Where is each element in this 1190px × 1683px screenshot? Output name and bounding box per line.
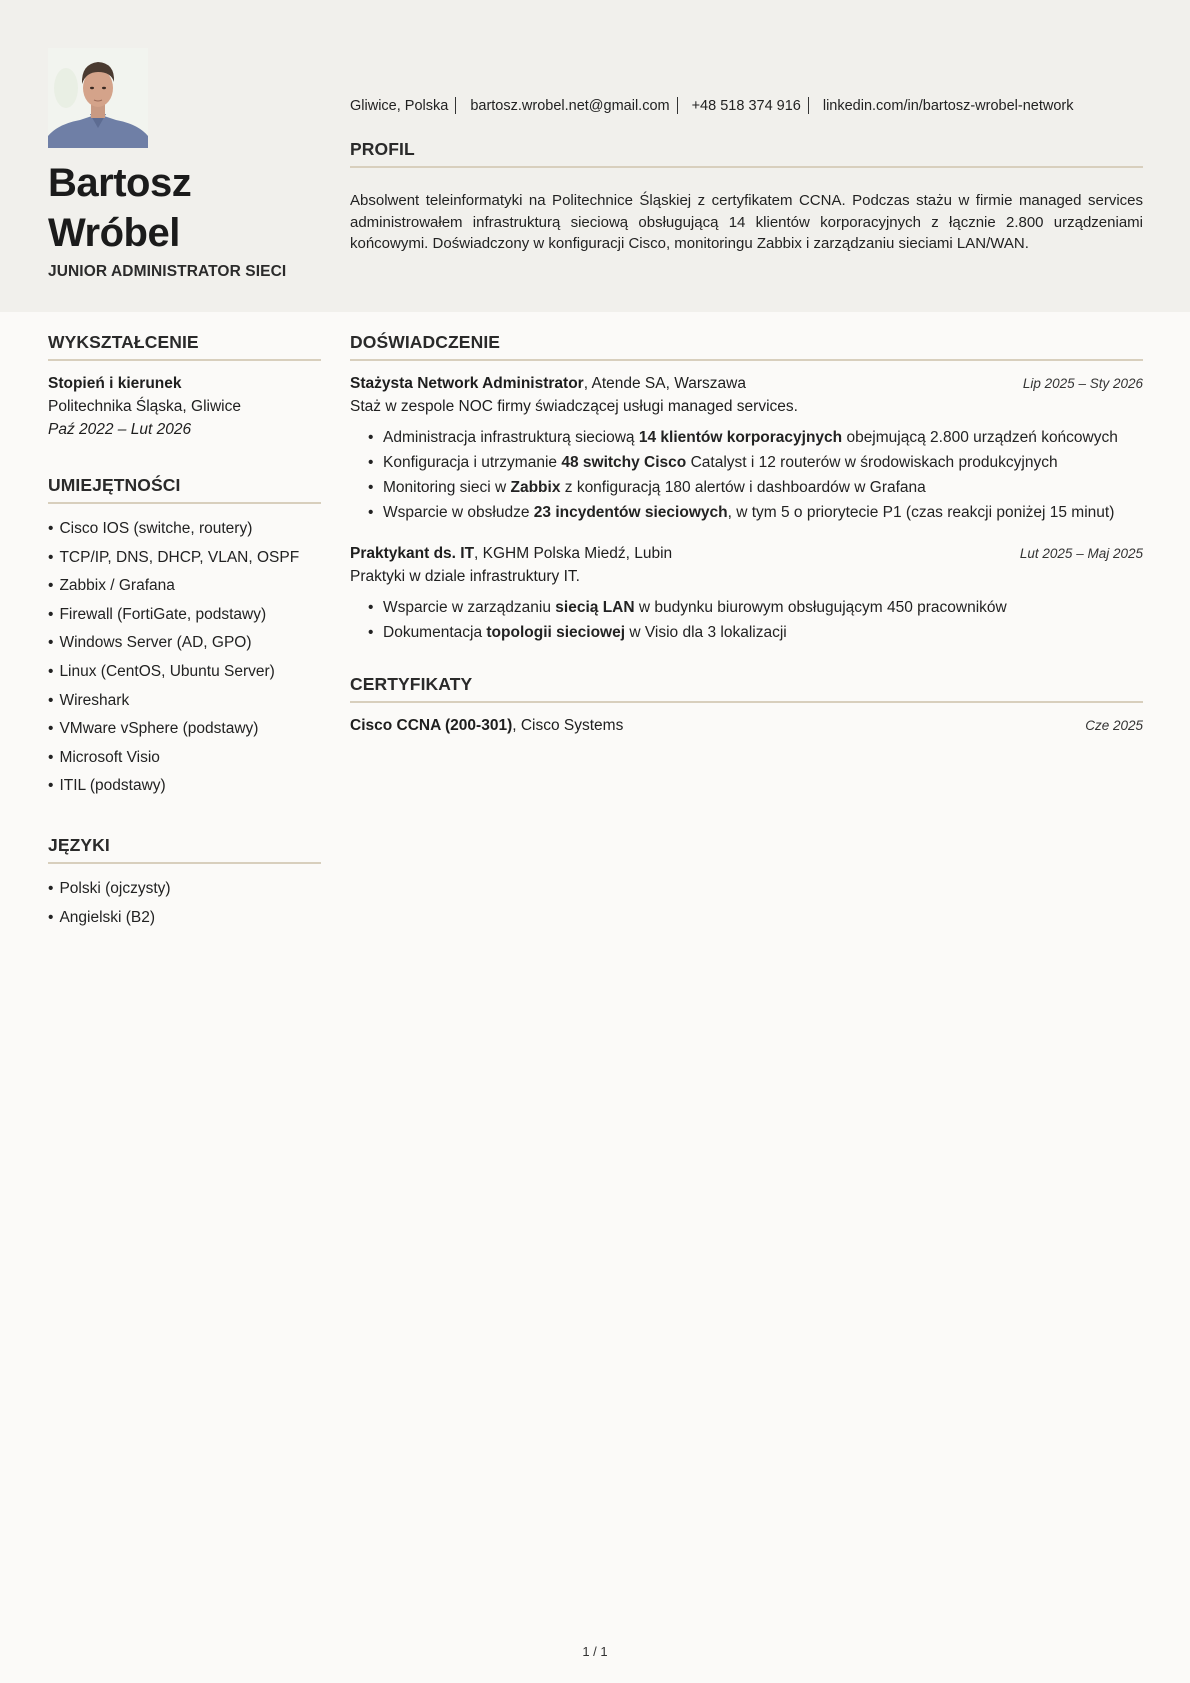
contact-bar xyxy=(350,97,1074,114)
job-bullet: • Wsparcie w zarządzaniu siecią LAN w budynku biurowym obsługującym 450 pracowników xyxy=(368,597,1143,619)
job-role-company xyxy=(350,542,672,565)
skill-item: • Zabbix / Grafana xyxy=(48,572,321,601)
page-number: 1 / 1 xyxy=(582,1644,608,1659)
job-role-company xyxy=(350,372,746,395)
last-name: Wróbel xyxy=(48,211,180,255)
job-bullets xyxy=(350,427,1143,524)
profile-text: Absolwent teleinformatyki na Politechnice Śląskiej z certyfikatem CCNA. Podczas stażu w firmie managed services administrowałem infrastrukturą sieciową obsługującą 14 klientów korporacyjnych z łącznie 2.800 urządzeniami końcowymi. Doświadczony w konfiguracji Cisco, monitoringu Zabbix i zarządzaniu sieciami LAN/WAN. xyxy=(350,192,1143,252)
job-header xyxy=(350,542,1143,565)
skills-list xyxy=(48,515,321,801)
profile-section xyxy=(350,139,1143,255)
education-section xyxy=(48,332,321,441)
skill-item: • Firewall (FortiGate, podstawy) xyxy=(48,601,321,630)
certifications-section xyxy=(350,674,1143,737)
cert-name: Cisco CCNA (200-301) xyxy=(350,717,513,734)
job-dates: Lut 2025 – Maj 2025 xyxy=(1019,546,1143,561)
language-item: • Angielski (B2) xyxy=(48,904,321,933)
job-entry xyxy=(350,542,1143,644)
cert-issuer: , Cisco Systems xyxy=(512,717,624,734)
skill-item: • Microsoft Visio xyxy=(48,744,321,773)
skills-section xyxy=(48,475,321,801)
contact-linkedin[interactable]: linkedin.com/in/bartosz-wrobel-network xyxy=(822,97,1074,114)
divider xyxy=(677,97,678,114)
skill-item: • Windows Server (AD, GPO) xyxy=(48,629,321,658)
job-header xyxy=(350,372,1143,395)
job-description: Staż w zespole NOC firmy świadczącej usługi managed services. xyxy=(350,398,798,415)
language-item: • Polski (ojczysty) xyxy=(48,875,321,904)
languages-list xyxy=(48,875,321,932)
header xyxy=(0,0,1190,312)
job-bullet: • Monitoring sieci w Zabbix z konfiguracją 180 alertów i dashboardów w Grafana xyxy=(368,477,1143,499)
job-company: , KGHM Polska Miedź, Lubin xyxy=(474,545,673,562)
job-bullets xyxy=(350,597,1143,644)
job-dates: Lip 2025 – Sty 2026 xyxy=(1022,376,1143,391)
job-company: , Atende SA, Warszawa xyxy=(583,375,746,392)
job-bullet: • Konfiguracja i utrzymanie 48 switchy Cisco Catalyst i 12 routerów w środowiskach produkcyjnych xyxy=(368,452,1143,474)
skill-item: • TCP/IP, DNS, DHCP, VLAN, OSPF xyxy=(48,544,321,573)
job-role: Stażysta Network Administrator xyxy=(350,375,584,392)
job-bullet: • Wsparcie w obsłudze 23 incydentów sieciowych, w tym 5 o priorytecie P1 (czas reakcji poniżej 15 minut) xyxy=(368,502,1143,524)
contact-location: Gliwice, Polska xyxy=(350,97,449,114)
divider xyxy=(455,97,456,114)
job-bullet: • Dokumentacja topologii sieciowej w Visio dla 3 lokalizacji xyxy=(368,622,1143,644)
section-title-profile: PROFIL xyxy=(350,139,1143,168)
section-title-education: WYKSZTAŁCENIE xyxy=(48,332,321,361)
skill-item: • VMware vSphere (podstawy) xyxy=(48,715,321,744)
job-title: JUNIOR ADMINISTRATOR SIECI xyxy=(48,263,287,280)
contact-email[interactable]: bartosz.wrobel.net@gmail.com xyxy=(470,97,670,114)
section-title-languages: JĘZYKI xyxy=(48,835,321,864)
education-dates: Paź 2022 – Lut 2026 xyxy=(48,421,192,438)
first-name: Bartosz xyxy=(48,161,192,205)
job-role: Praktykant ds. IT xyxy=(350,545,475,562)
job-entry xyxy=(350,372,1143,524)
section-title-experience: DOŚWIADCZENIE xyxy=(350,332,1143,361)
cert-entry xyxy=(350,714,1143,737)
skill-item: • Wireshark xyxy=(48,687,321,716)
person-photo-icon xyxy=(48,48,148,148)
contact-phone[interactable]: +48 518 374 916 xyxy=(691,97,801,114)
cert-date: Cze 2025 xyxy=(1085,718,1143,733)
skill-item: • Linux (CentOS, Ubuntu Server) xyxy=(48,658,321,687)
education-school: Politechnika Śląska, Gliwice xyxy=(48,398,241,415)
profile-photo xyxy=(48,48,148,148)
skill-item: • ITIL (podstawy) xyxy=(48,772,321,801)
divider xyxy=(808,97,809,114)
skill-item: • Cisco IOS (switche, routery) xyxy=(48,515,321,544)
candidate-name xyxy=(48,158,328,258)
section-title-certifications: CERTYFIKATY xyxy=(350,674,1143,703)
job-bullet: • Administracja infrastrukturą sieciową 14 klientów korporacyjnych obejmującą 2.800 urządzeń końcowych xyxy=(368,427,1143,449)
education-degree: Stopień i kierunek xyxy=(48,375,182,392)
languages-section xyxy=(48,835,321,932)
section-title-skills: UMIEJĘTNOŚCI xyxy=(48,475,321,504)
sidebar xyxy=(48,332,321,966)
main-content xyxy=(350,332,1143,737)
experience-section xyxy=(350,332,1143,644)
job-description: Praktyki w dziale infrastruktury IT. xyxy=(350,568,580,585)
